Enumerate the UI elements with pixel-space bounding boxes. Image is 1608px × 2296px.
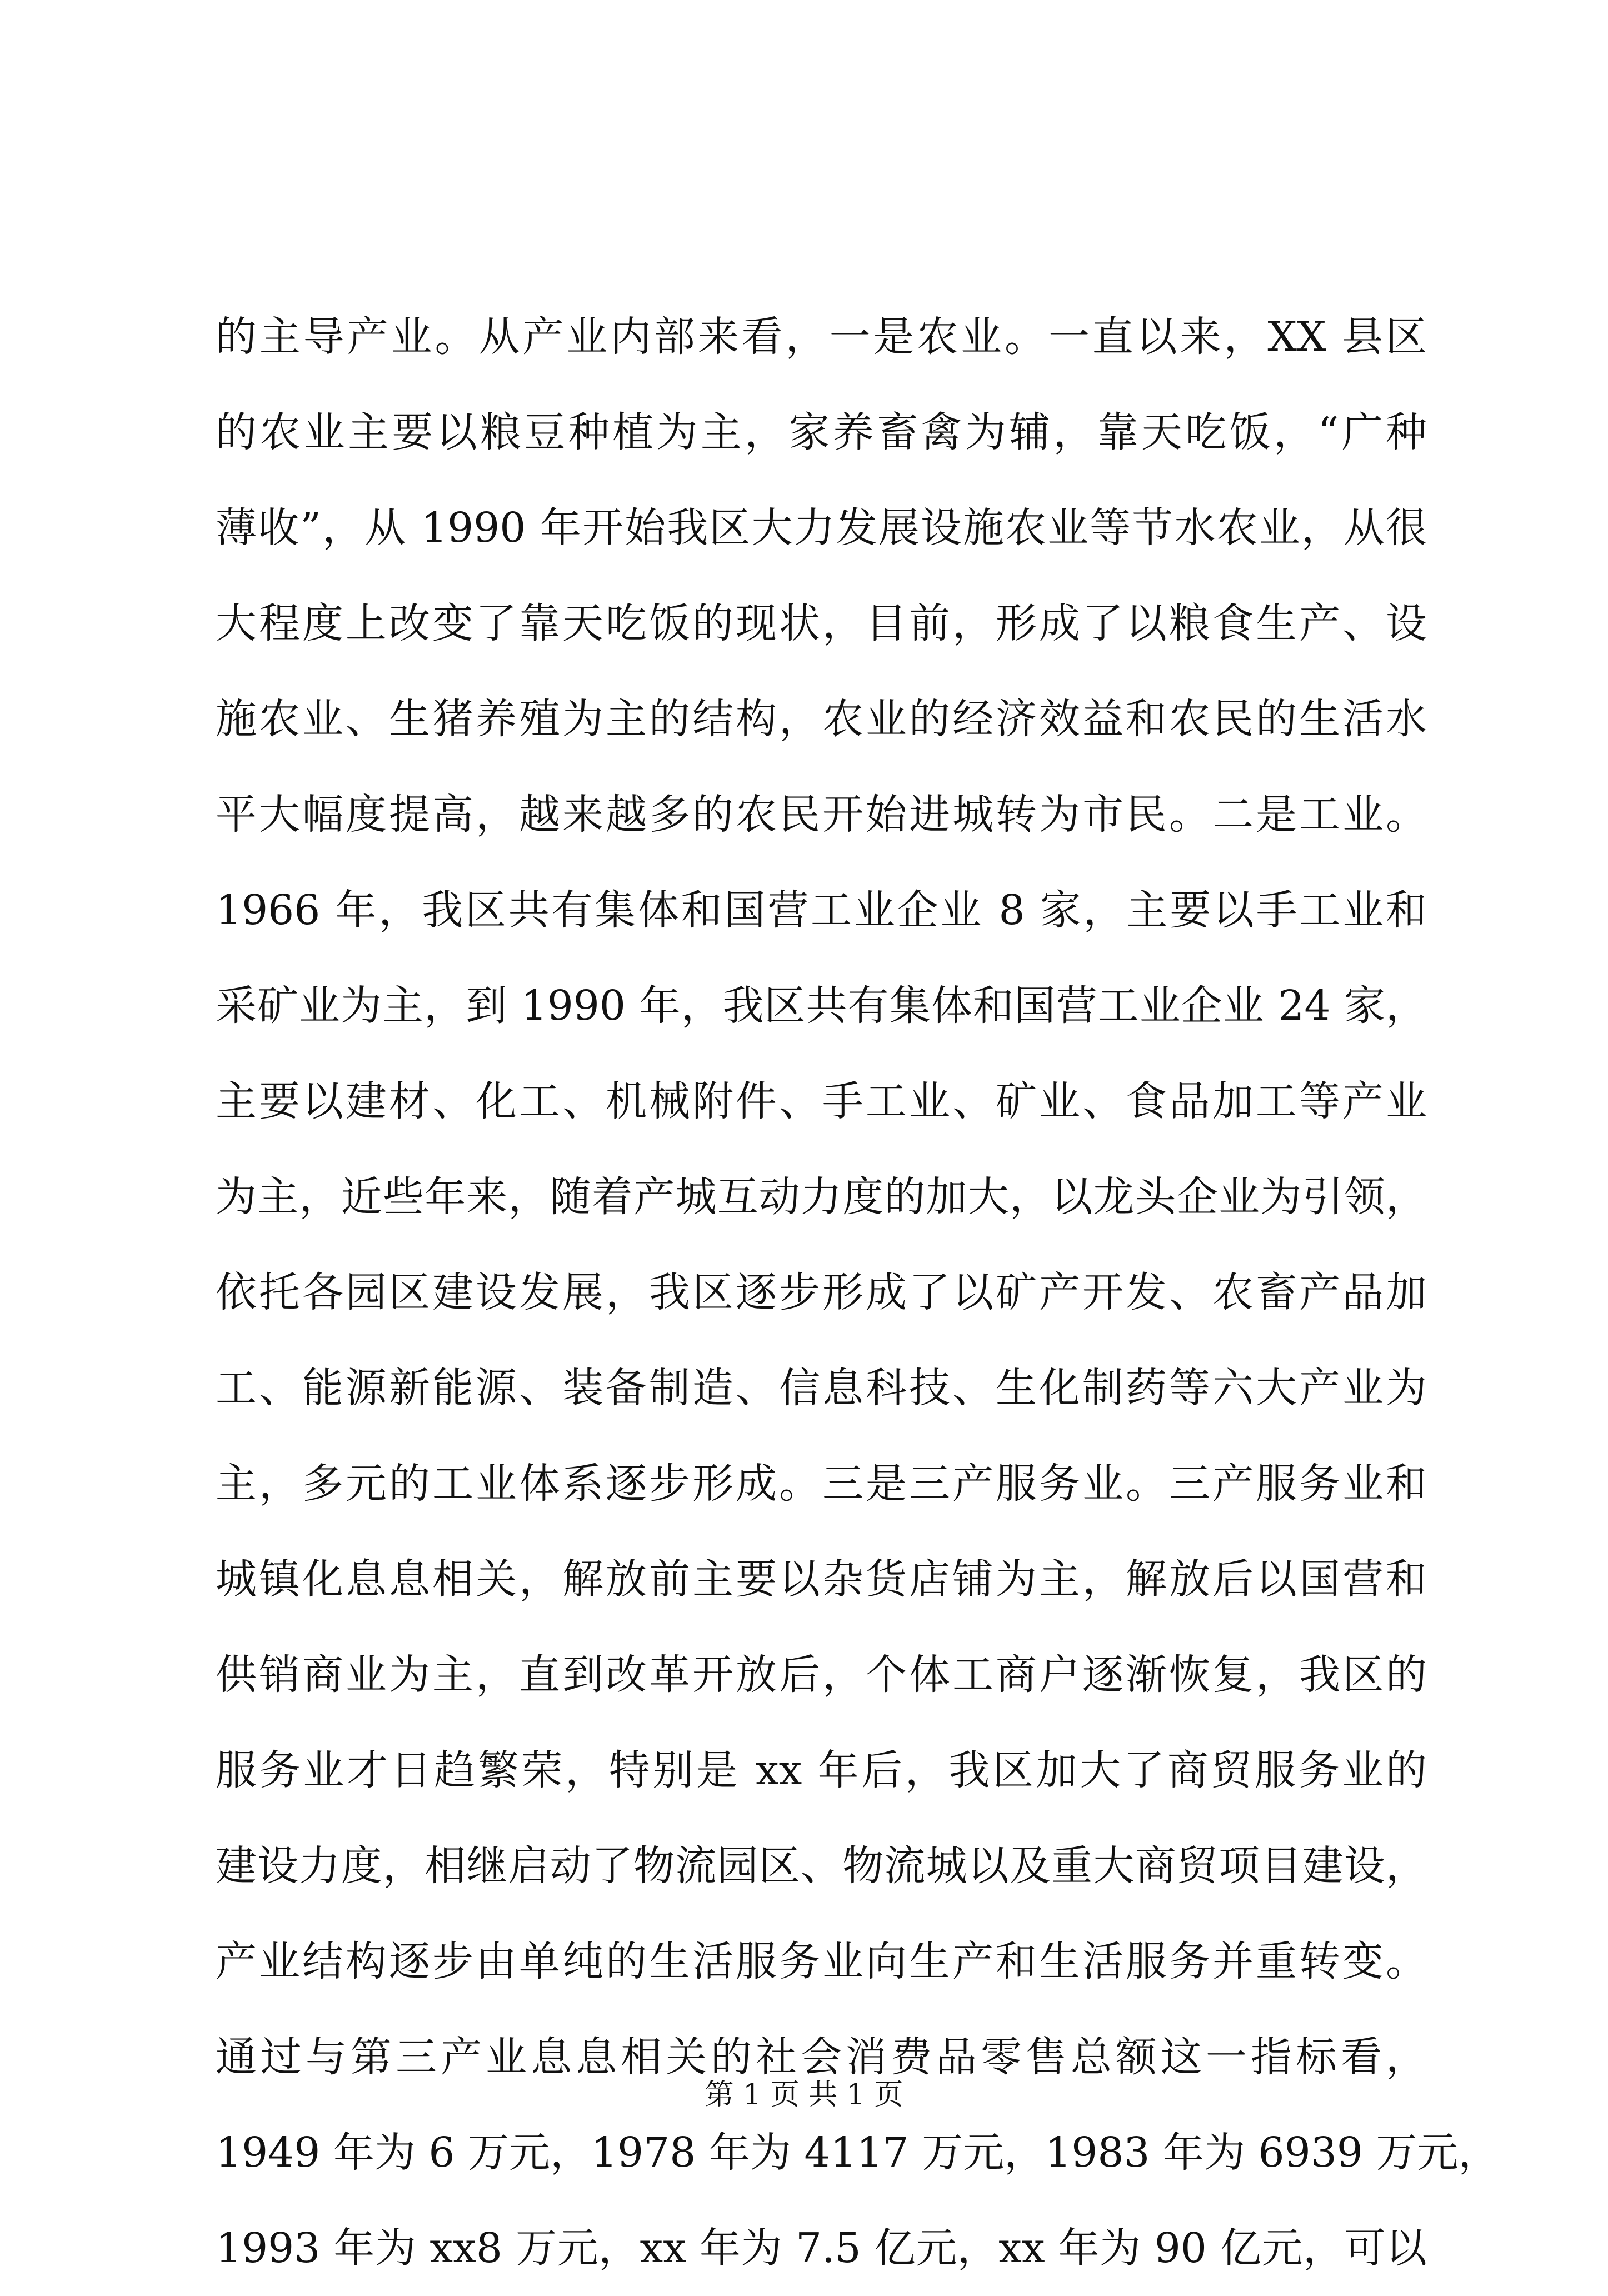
- page-number-footer: 第 1 页 共 1 页: [705, 2078, 903, 2112]
- text-line: 服务业才日趋繁荣，特别是 xx 年后，我区加大了商贸服务业的: [216, 1746, 1427, 1794]
- text-line: 依托各园区建设发展，我区逐步形成了以矿产开发、农畜产品加: [216, 1269, 1427, 1316]
- text-line: 城镇化息息相关，解放前主要以杂货店铺为主，解放后以国营和: [216, 1555, 1427, 1603]
- text-line: 的主导产业。从产业内部来看，一是农业。一直以来，XX 县区: [216, 313, 1427, 361]
- text-line: 主，多元的工业体系逐步形成。三是三产服务业。三产服务业和: [216, 1460, 1427, 1508]
- text-line: 1949 年为 6 万元，1978 年为 4117 万元，1983 年为 6939 万元，: [216, 2129, 1500, 2177]
- text-line: 1966 年，我区共有集体和国营工业企业 8 家，主要以手工业和: [216, 886, 1427, 934]
- text-line: 主要以建材、化工、机械附件、手工业、矿业、食品加工等产业: [216, 1077, 1427, 1125]
- text-line: 大程度上改变了靠天吃饭的现状，目前，形成了以粮食生产、设: [216, 600, 1427, 647]
- text-line: 通过与第三产业息息相关的社会消费品零售总额这一指标看，: [216, 2033, 1427, 2081]
- text-line: 施农业、生猪养殖为主的结构，农业的经济效益和农民的生活水: [216, 695, 1427, 743]
- text-line: 的农业主要以粮豆种植为主，家养畜禽为辅，靠天吃饭，“广种: [216, 408, 1427, 456]
- text-line: 采矿业为主，到 1990 年，我区共有集体和国营工业企业 24 家，: [216, 982, 1427, 1030]
- text-line: 薄收”，从 1990 年开始我区大力发展设施农业等节水农业，从很: [216, 504, 1427, 552]
- text-line: 为主，近些年来，随着产城互动力度的加大，以龙头企业为引领，: [216, 1173, 1427, 1221]
- text-line: 工、能源新能源、装备制造、信息科技、生化制药等六大产业为: [216, 1364, 1427, 1412]
- text-line: 建设力度，相继启动了物流园区、物流城以及重大商贸项目建设，: [216, 1842, 1427, 1890]
- text-line: 1993 年为 xx8 万元，xx 年为 7.5 亿元，xx 年为 90 亿元，可以: [216, 2224, 1427, 2272]
- text-line: 产业结构逐步由单纯的生活服务业向生产和生活服务并重转变。: [216, 1938, 1427, 1985]
- text-line: 供销商业为主，直到改革开放后，个体工商户逐渐恢复，我区的: [216, 1651, 1427, 1699]
- text-line: 平大幅度提高，越来越多的农民开始进城转为市民。二是工业。: [216, 791, 1427, 838]
- body-paragraph: [216, 289, 1500, 2296]
